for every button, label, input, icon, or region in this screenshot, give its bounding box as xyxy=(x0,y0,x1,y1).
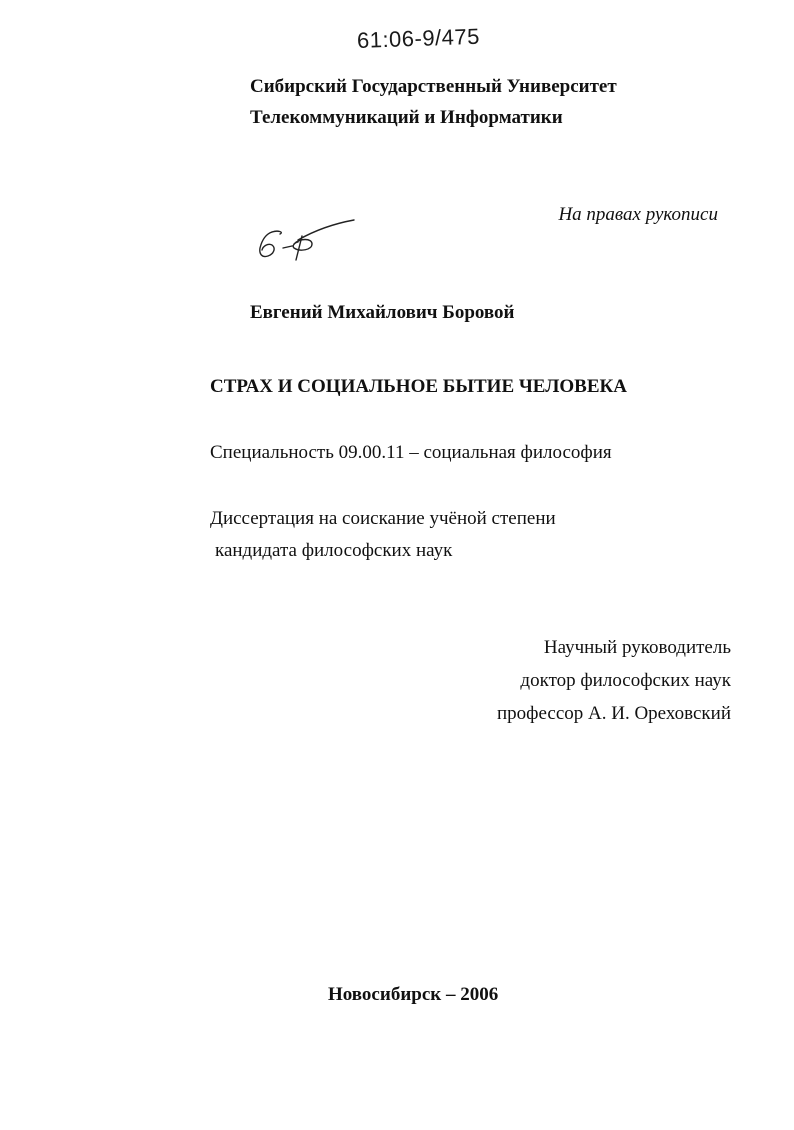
manuscript-rights-note: На правах рукописи xyxy=(558,204,718,225)
dissertation-title: СТРАХ И СОЦИАЛЬНОЕ БЫТИЕ ЧЕЛОВЕКА xyxy=(210,376,628,397)
supervisor-degree: доктор философских наук xyxy=(520,670,731,691)
author-name: Евгений Михайлович Боровой xyxy=(250,302,515,323)
supervisor-role: Научный руководитель xyxy=(543,637,731,658)
specialty-line: Специальность 09.00.11 – социальная философия xyxy=(210,442,612,463)
dissertation-degree-line2: кандидата философских наук xyxy=(215,540,453,561)
supervisor-name: профессор А. И. Ореховский xyxy=(497,703,731,724)
university-name-line1: Сибирский Государственный Университет xyxy=(250,76,617,97)
archive-stamp-code: 61:06-9/475 xyxy=(356,23,481,53)
university-name-line2: Телекоммуникаций и Информатики xyxy=(250,107,563,128)
author-signature xyxy=(250,210,360,272)
city-year: Новосибирск – 2006 xyxy=(328,984,499,1005)
dissertation-degree-line1: Диссертация на соискание учёной степени xyxy=(210,508,556,529)
